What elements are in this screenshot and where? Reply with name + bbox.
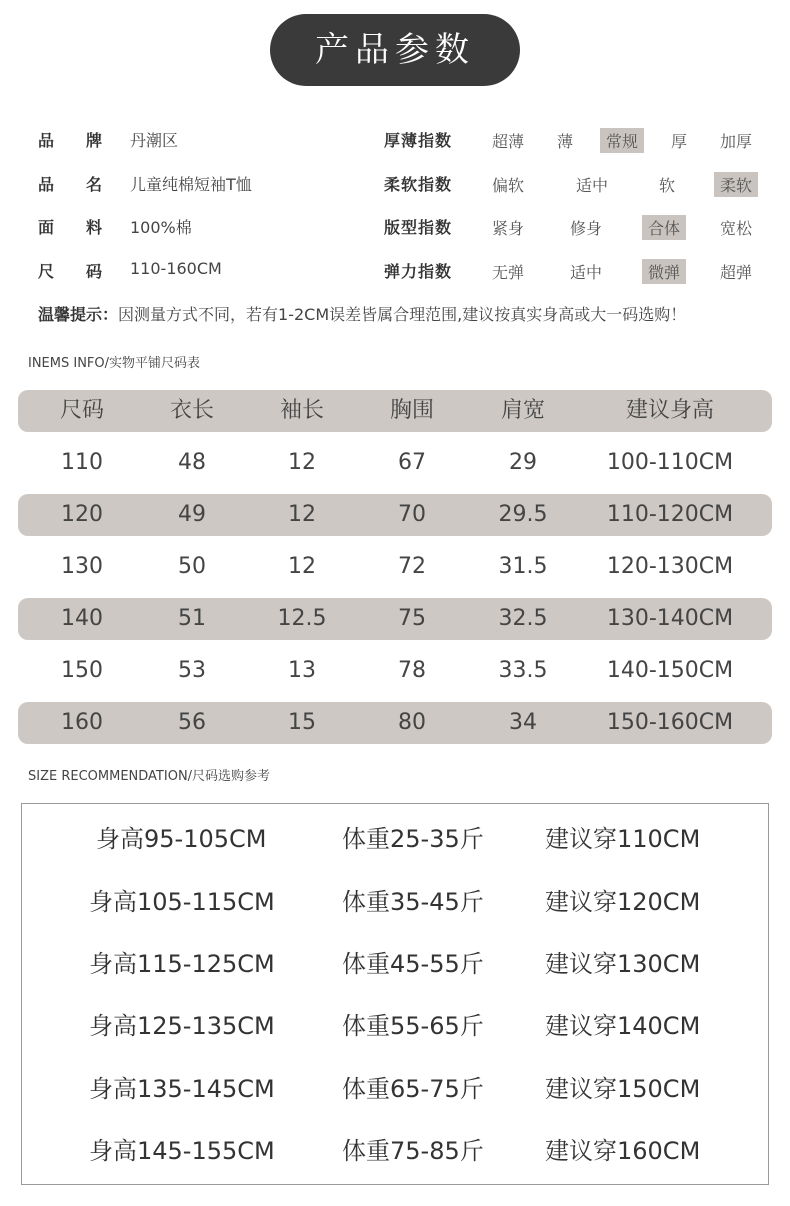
table-cell: 32.5: [498, 606, 548, 631]
index-option: 软: [658, 176, 675, 195]
size-table-caption: INEMS INFO/实物平铺尺码表: [28, 356, 201, 371]
table-cell: 140: [61, 606, 103, 631]
index-option: 超弹: [719, 263, 752, 282]
table-cell: 140-150CM: [606, 658, 734, 683]
weight-range: 体重75-85斤: [342, 1137, 484, 1165]
recommendation-row: [22, 819, 770, 859]
table-header-cell: 肩宽: [500, 398, 545, 423]
index-option: 偏软: [491, 176, 524, 195]
index-option: 适中: [575, 176, 608, 195]
index-row-fit: [0, 215, 790, 245]
recommendation-row: [22, 1006, 770, 1046]
recommendation-row: [22, 944, 770, 984]
spec-value: 儿童纯棉短袖T恤: [130, 175, 252, 194]
warm-tip-label: 温馨提示：: [38, 305, 119, 324]
table-cell: 48: [178, 450, 206, 475]
table-cell: 12.5: [277, 606, 327, 631]
index-option-selected: 微弹: [642, 259, 686, 284]
table-cell: 70: [398, 502, 426, 527]
index-option-selected: 柔软: [714, 172, 758, 197]
index-option: 宽松: [719, 219, 752, 238]
table-cell: 72: [398, 554, 426, 579]
index-label: 弹力指数: [384, 262, 453, 281]
index-row-elasticity: [0, 259, 790, 289]
height-range: 身高105-115CM: [89, 888, 275, 916]
table-header-cell: 尺码: [59, 398, 104, 423]
index-option: 超薄: [491, 132, 524, 151]
index-label: 版型指数: [384, 218, 453, 237]
table-cell: 15: [288, 710, 316, 735]
spec-label: 面 料: [38, 218, 102, 237]
suggested-size: 建议穿120CM: [545, 888, 701, 916]
table-cell: 120: [61, 502, 103, 527]
table-header-cell: 袖长: [279, 398, 324, 423]
table-cell: 100-110CM: [606, 450, 734, 475]
warm-tip-text: 因测量方式不同，若有1-2CM误差皆属合理范围,建议按真实身高或大一码选购！: [118, 305, 687, 324]
table-cell: 51: [178, 606, 206, 631]
table-cell: 130: [61, 554, 103, 579]
table-cell: 53: [178, 658, 206, 683]
index-row-thickness: [0, 128, 790, 158]
spec-value: 100%棉: [130, 218, 192, 237]
size-recommendation-box: [21, 803, 769, 1185]
table-header-cell: 衣长: [169, 398, 214, 423]
table-row: [18, 598, 772, 640]
index-option: 无弹: [491, 263, 524, 282]
spec-value: 110-160CM: [130, 259, 222, 278]
table-cell: 33.5: [498, 658, 548, 683]
recommendation-row: [22, 1069, 770, 1109]
weight-range: 体重65-75斤: [342, 1075, 484, 1103]
index-label: 厚薄指数: [384, 131, 453, 150]
height-range: 身高125-135CM: [89, 1012, 275, 1040]
table-cell: 12: [288, 502, 316, 527]
table-cell: 50: [178, 554, 206, 579]
index-label: 柔软指数: [384, 175, 453, 194]
index-option: 紧身: [491, 219, 524, 238]
table-cell: 29: [509, 450, 537, 475]
suggested-size: 建议穿150CM: [545, 1075, 701, 1103]
table-cell: 120-130CM: [606, 554, 734, 579]
weight-range: 体重25-35斤: [342, 825, 484, 853]
table-cell: 130-140CM: [606, 606, 734, 631]
table-row: [18, 702, 772, 744]
recommendation-row: [22, 882, 770, 922]
table-header-row: [18, 390, 772, 432]
table-cell: 150: [61, 658, 103, 683]
height-range: 身高145-155CM: [89, 1137, 275, 1165]
spec-label: 尺 码: [38, 262, 102, 281]
table-cell: 56: [178, 710, 206, 735]
weight-range: 体重55-65斤: [342, 1012, 484, 1040]
table-row: [18, 650, 772, 692]
recommendation-caption: SIZE RECOMMENDATION/尺码选购参考: [28, 769, 271, 784]
table-row: [18, 494, 772, 536]
table-cell: 150-160CM: [606, 710, 734, 735]
index-option: 薄: [556, 132, 573, 151]
warm-tip: [38, 302, 686, 325]
index-row-softness: [0, 172, 790, 202]
table-cell: 78: [398, 658, 426, 683]
table-cell: 12: [288, 450, 316, 475]
table-cell: 13: [288, 658, 316, 683]
table-cell: 75: [398, 606, 426, 631]
index-option: 厚: [670, 132, 687, 151]
suggested-size: 建议穿160CM: [545, 1137, 701, 1165]
table-header-cell: 建议身高: [625, 398, 714, 423]
height-range: 身高135-145CM: [89, 1075, 275, 1103]
index-option-selected: 常规: [600, 128, 644, 153]
page-title: 产品参数: [270, 14, 520, 86]
height-range: 身高115-125CM: [89, 950, 275, 978]
spec-label: 品 牌: [38, 131, 102, 150]
table-cell: 31.5: [498, 554, 548, 579]
spec-label: 品 名: [38, 175, 102, 194]
table-cell: 80: [398, 710, 426, 735]
table-cell: 29.5: [498, 502, 548, 527]
index-option-selected: 合体: [642, 215, 686, 240]
table-cell: 67: [398, 450, 426, 475]
table-cell: 110: [61, 450, 103, 475]
suggested-size: 建议穿110CM: [545, 825, 701, 853]
table-header-cell: 胸围: [389, 398, 434, 423]
height-range: 身高95-105CM: [96, 825, 267, 853]
table-cell: 49: [178, 502, 206, 527]
table-row: [18, 442, 772, 484]
spec-value: 丹潮区: [130, 131, 179, 150]
suggested-size: 建议穿140CM: [545, 1012, 701, 1040]
weight-range: 体重35-45斤: [342, 888, 484, 916]
suggested-size: 建议穿130CM: [545, 950, 701, 978]
table-cell: 160: [61, 710, 103, 735]
table-cell: 110-120CM: [606, 502, 734, 527]
index-option: 修身: [569, 219, 602, 238]
table-cell: 12: [288, 554, 316, 579]
index-option: 适中: [569, 263, 602, 282]
table-row: [18, 546, 772, 588]
table-cell: 34: [509, 710, 537, 735]
recommendation-row: [22, 1131, 770, 1171]
index-option: 加厚: [719, 132, 752, 151]
weight-range: 体重45-55斤: [342, 950, 484, 978]
